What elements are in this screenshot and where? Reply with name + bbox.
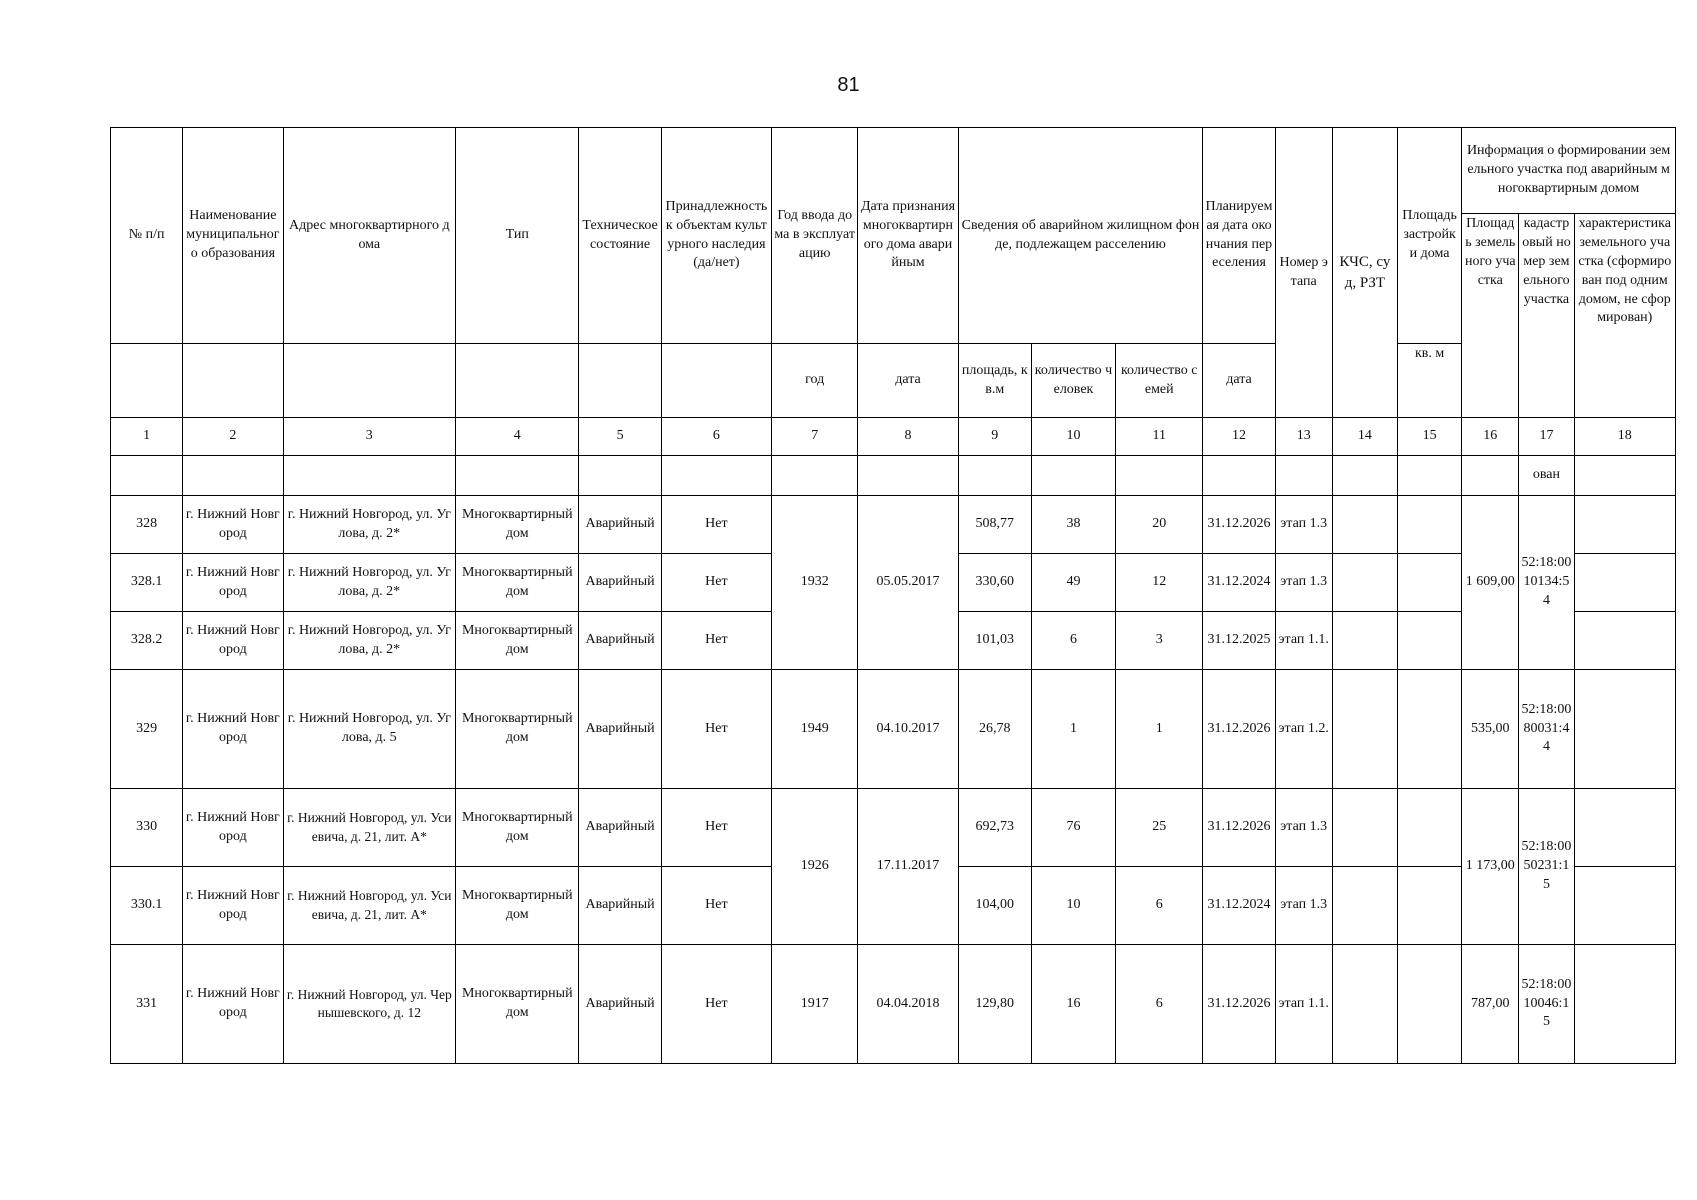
land-characteristic	[1574, 554, 1675, 612]
municipality: г. Нижний Новгород	[183, 789, 283, 867]
land-area: 787,00	[1462, 945, 1519, 1064]
living-area: 129,80	[958, 945, 1031, 1064]
tech-state: Аварийный	[579, 789, 661, 867]
column-number: 4	[456, 418, 579, 456]
column-number: 5	[579, 418, 661, 456]
date-recognized: 05.05.2017	[858, 496, 958, 670]
column-number: 3	[283, 418, 456, 456]
year-commissioned: 1917	[772, 945, 858, 1064]
header-municipality: Наименование муниципального образования	[183, 128, 283, 344]
people-count: 38	[1031, 496, 1115, 554]
page-number: 81	[837, 74, 860, 96]
building-area	[1397, 496, 1461, 554]
municipality: г. Нижний Новгород	[183, 867, 283, 945]
building-area	[1397, 612, 1461, 670]
address: г. Нижний Новгород, ул. Углова, д. 2*	[283, 554, 456, 612]
header-year-commissioned: Год ввода дома в эксплуатацию	[772, 128, 858, 344]
cadastral-number: 52:18:0080031:44	[1519, 670, 1574, 789]
kcs	[1332, 612, 1397, 670]
people-count: 49	[1031, 554, 1115, 612]
kcs	[1332, 867, 1397, 945]
stage: этап 1.3	[1275, 496, 1332, 554]
stage: этап 1.2.	[1275, 670, 1332, 789]
building-area	[1397, 789, 1461, 867]
address: г. Нижний Новгород, ул. Углова, д. 2*	[283, 496, 456, 554]
column-number: 17	[1519, 418, 1574, 456]
cadastral-number: 52:18:0010134:54	[1519, 496, 1574, 670]
kcs	[1332, 670, 1397, 789]
column-number: 6	[661, 418, 771, 456]
table-row	[111, 496, 1676, 554]
tech-state: Аварийный	[579, 945, 661, 1064]
kcs	[1332, 789, 1397, 867]
header-cadastral: кадастровый номер земельного участка	[1519, 214, 1574, 418]
municipality: г. Нижний Новгород	[183, 612, 283, 670]
families-count: 6	[1116, 945, 1203, 1064]
sub-header-families: количество семей	[1116, 344, 1203, 418]
sub-header-empty	[456, 344, 579, 418]
families-count: 25	[1116, 789, 1203, 867]
column-number: 7	[772, 418, 858, 456]
living-area: 101,03	[958, 612, 1031, 670]
municipality: г. Нижний Новгород	[183, 496, 283, 554]
municipality: г. Нижний Новгород	[183, 945, 283, 1064]
tech-state: Аварийный	[579, 867, 661, 945]
header-heritage: Принадлежность к объектам культурного наследия (да/нет)	[661, 128, 771, 344]
header-stage: Номер этапа	[1275, 128, 1332, 418]
column-number: 16	[1462, 418, 1519, 456]
land-characteristic	[1574, 612, 1675, 670]
header-address: Адрес многоквартирного дома	[283, 128, 456, 344]
sub-header-sq-m: кв. м	[1397, 344, 1461, 418]
sub-header-empty	[183, 344, 283, 418]
address: г. Нижний Новгород, ул. Углова, д. 5	[283, 670, 456, 789]
heritage: Нет	[661, 554, 771, 612]
column-number: 13	[1275, 418, 1332, 456]
table-row	[111, 945, 1676, 1064]
planned-date: 31.12.2024	[1203, 554, 1275, 612]
table-row	[111, 789, 1676, 867]
row-number: 331	[111, 945, 183, 1064]
heritage: Нет	[661, 789, 771, 867]
people-count: 76	[1031, 789, 1115, 867]
tech-state: Аварийный	[579, 554, 661, 612]
date-recognized: 04.04.2018	[858, 945, 958, 1064]
sub-header-date-end: дата	[1203, 344, 1275, 418]
column-number: 2	[183, 418, 283, 456]
people-count: 1	[1031, 670, 1115, 789]
row-number: 328	[111, 496, 183, 554]
kcs	[1332, 496, 1397, 554]
sub-header-empty	[111, 344, 183, 418]
families-count: 12	[1116, 554, 1203, 612]
header-planned-date: Планируемая дата окончания переселения	[1203, 128, 1275, 344]
address: г. Нижний Новгород, ул. Усиевича, д. 21, лит. А*	[283, 789, 456, 867]
building-type: Многоквартирный дом	[456, 670, 579, 789]
column-number: 11	[1116, 418, 1203, 456]
header-land-area: Площадь земельного участка	[1462, 214, 1519, 418]
land-characteristic	[1574, 670, 1675, 789]
header-building-area: Площадь застройки дома	[1397, 128, 1461, 344]
tech-state: Аварийный	[579, 612, 661, 670]
date-recognized: 17.11.2017	[858, 789, 958, 945]
column-number: 10	[1031, 418, 1115, 456]
column-number: 18	[1574, 418, 1675, 456]
kcs	[1332, 554, 1397, 612]
row-number: 330	[111, 789, 183, 867]
year-commissioned: 1932	[772, 496, 858, 670]
year-commissioned: 1926	[772, 789, 858, 945]
column-number: 14	[1332, 418, 1397, 456]
sub-header-empty	[283, 344, 456, 418]
land-characteristic	[1574, 496, 1675, 554]
families-count: 3	[1116, 612, 1203, 670]
building-type: Многоквартирный дом	[456, 945, 579, 1064]
row-number: 329	[111, 670, 183, 789]
planned-date: 31.12.2026	[1203, 670, 1275, 789]
sub-header-area: площадь, кв.м	[958, 344, 1031, 418]
building-area	[1397, 945, 1461, 1064]
address: г. Нижний Новгород, ул. Чернышевского, д. 12	[283, 945, 456, 1064]
row-number: 328.2	[111, 612, 183, 670]
emergency-housing-table	[110, 127, 1676, 1064]
heritage: Нет	[661, 945, 771, 1064]
people-count: 6	[1031, 612, 1115, 670]
building-type: Многоквартирный дом	[456, 789, 579, 867]
building-area	[1397, 867, 1461, 945]
building-type: Многоквартирный дом	[456, 496, 579, 554]
living-area: 330,60	[958, 554, 1031, 612]
municipality: г. Нижний Новгород	[183, 670, 283, 789]
date-recognized: 04.10.2017	[858, 670, 958, 789]
land-area: 1 173,00	[1462, 789, 1519, 945]
tech-state: Аварийный	[579, 496, 661, 554]
living-area: 26,78	[958, 670, 1031, 789]
planned-date: 31.12.2026	[1203, 789, 1275, 867]
year-commissioned: 1949	[772, 670, 858, 789]
header-emergency-fund-group: Сведения об аварийном жилищном фонде, подлежащем расселению	[958, 128, 1203, 344]
families-count: 1	[1116, 670, 1203, 789]
sub-header-people: количество человек	[1031, 344, 1115, 418]
people-count: 10	[1031, 867, 1115, 945]
living-area: 692,73	[958, 789, 1031, 867]
planned-date: 31.12.2026	[1203, 945, 1275, 1064]
column-number: 9	[958, 418, 1031, 456]
heritage: Нет	[661, 612, 771, 670]
building-type: Многоквартирный дом	[456, 867, 579, 945]
land-area: 535,00	[1462, 670, 1519, 789]
families-count: 20	[1116, 496, 1203, 554]
stage: этап 1.3	[1275, 789, 1332, 867]
land-characteristic	[1574, 945, 1675, 1064]
land-characteristic	[1574, 867, 1675, 945]
header-date-recognized: Дата признания многоквартирного дома аварийным	[858, 128, 958, 344]
planned-date: 31.12.2024	[1203, 867, 1275, 945]
column-number: 8	[858, 418, 958, 456]
cadastral-number: 52:18:0050231:15	[1519, 789, 1574, 945]
column-number: 1	[111, 418, 183, 456]
address: г. Нижний Новгород, ул. Усиевича, д. 21, лит. А*	[283, 867, 456, 945]
header-kcs: КЧС, суд, РЗТ	[1332, 128, 1397, 418]
header-num: № п/п	[111, 128, 183, 344]
header-type: Тип	[456, 128, 579, 344]
planned-date: 31.12.2026	[1203, 496, 1275, 554]
stage: этап 1.3	[1275, 554, 1332, 612]
heritage: Нет	[661, 867, 771, 945]
heritage: Нет	[661, 496, 771, 554]
column-number: 15	[1397, 418, 1461, 456]
sub-header-year: год	[772, 344, 858, 418]
building-type: Многоквартирный дом	[456, 554, 579, 612]
people-count: 16	[1031, 945, 1115, 1064]
table-row	[111, 670, 1676, 789]
building-area	[1397, 554, 1461, 612]
row-number: 328.1	[111, 554, 183, 612]
families-count: 6	[1116, 867, 1203, 945]
stage: этап 1.1.	[1275, 945, 1332, 1064]
column-number: 12	[1203, 418, 1275, 456]
living-area: 104,00	[958, 867, 1031, 945]
planned-date: 31.12.2025	[1203, 612, 1275, 670]
building-type: Многоквартирный дом	[456, 612, 579, 670]
header-land-plot-group: Информация о формировании земельного участка под аварийным многоквартирным домом	[1462, 128, 1676, 214]
stage: этап 1.3	[1275, 867, 1332, 945]
header-land-characteristic: характеристика земельного участка (сформирован под одним домом, не сформирован)	[1574, 214, 1675, 418]
address: г. Нижний Новгород, ул. Углова, д. 2*	[283, 612, 456, 670]
municipality: г. Нижний Новгород	[183, 554, 283, 612]
land-characteristic	[1574, 789, 1675, 867]
sub-header-empty	[579, 344, 661, 418]
sub-header-date: дата	[858, 344, 958, 418]
continuation-text: ован	[1519, 456, 1574, 496]
building-area	[1397, 670, 1461, 789]
heritage: Нет	[661, 670, 771, 789]
land-area: 1 609,00	[1462, 496, 1519, 670]
row-number: 330.1	[111, 867, 183, 945]
kcs	[1332, 945, 1397, 1064]
cadastral-number: 52:18:0010046:15	[1519, 945, 1574, 1064]
sub-header-empty	[661, 344, 771, 418]
stage: этап 1.1.	[1275, 612, 1332, 670]
tech-state: Аварийный	[579, 670, 661, 789]
living-area: 508,77	[958, 496, 1031, 554]
header-tech-state: Техническое состояние	[579, 128, 661, 344]
